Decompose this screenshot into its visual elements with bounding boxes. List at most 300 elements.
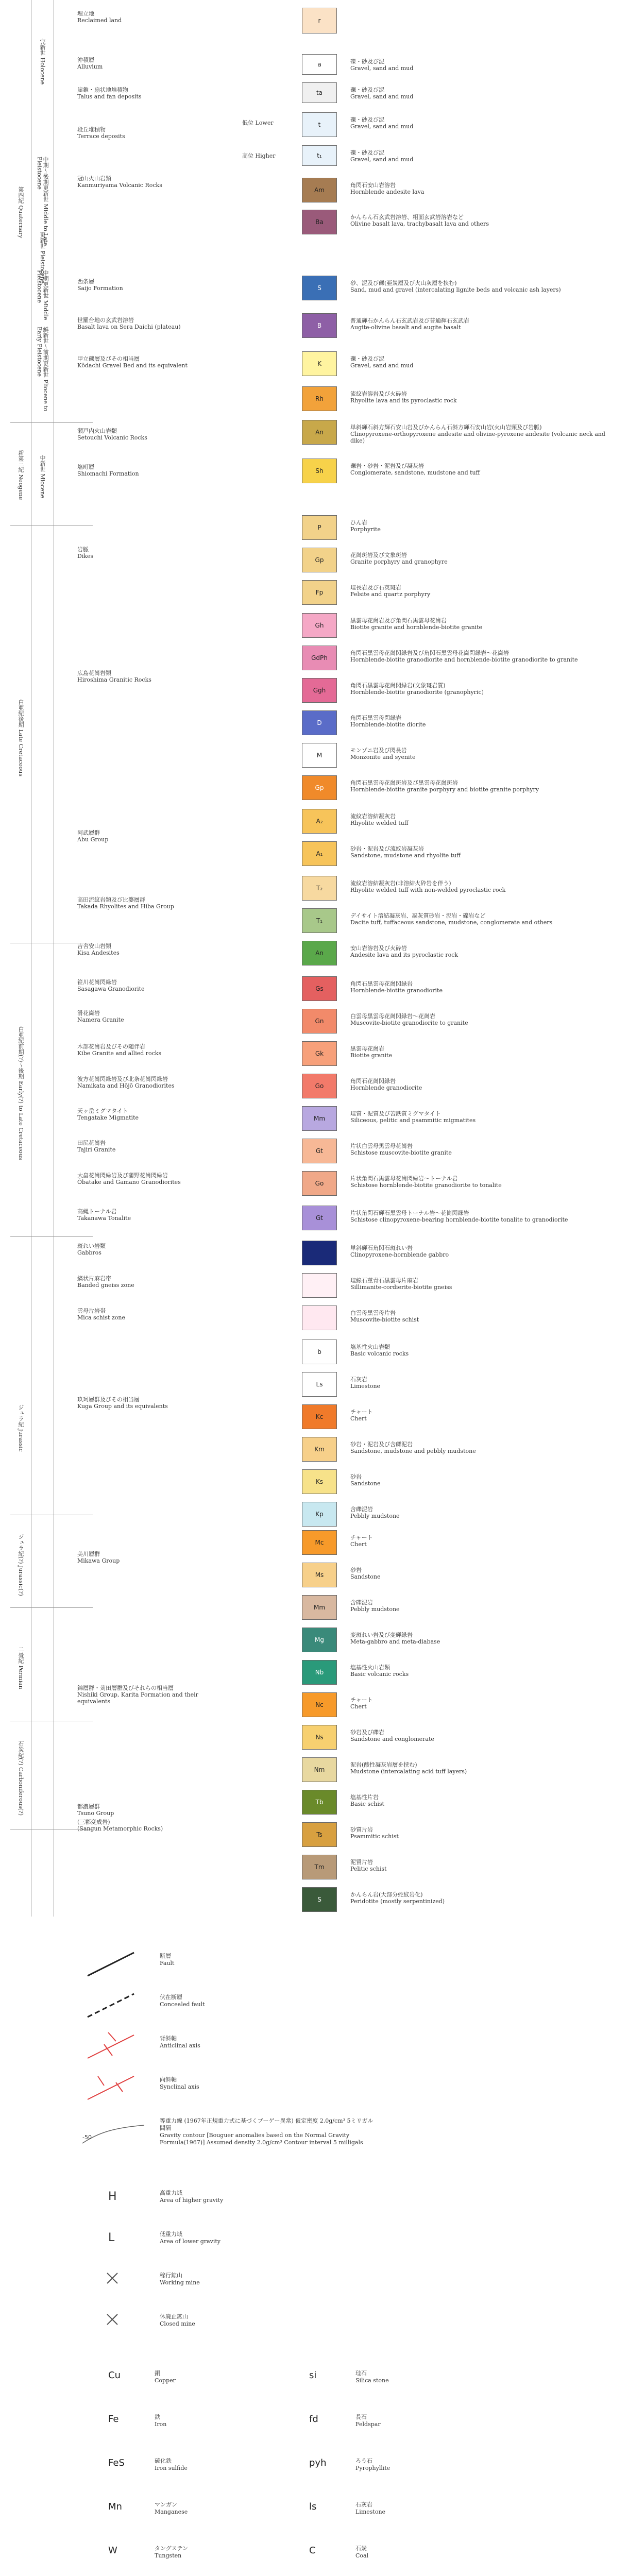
unit-name-en: Tajiri Granite — [77, 1146, 116, 1153]
description-en: Psammitic schist — [350, 1833, 399, 1840]
symbol-label-en: Synclinal axis — [160, 2083, 199, 2090]
legend-swatch-tengatake: Mm — [302, 1106, 337, 1131]
legend-swatch-takada-t1: T₁ — [302, 908, 337, 933]
legend-swatch-kuga-ls: Ls — [302, 1372, 337, 1397]
mineral-label-en: Coal — [355, 2552, 369, 2559]
legend-swatch-tajiri: Gt — [302, 1139, 337, 1163]
description-jp: 砂、泥及び礫(亜炭層及び火山灰層を挟む) — [350, 280, 457, 286]
unit-description-namikata — [350, 1078, 618, 1091]
description-jp: 花崗斑岩及び文象斑岩 — [350, 552, 407, 558]
unit-name-en: Reclaimed land — [77, 17, 122, 24]
symbol-anticline-icon — [77, 2030, 149, 2066]
unit-name-takada-t2 — [77, 896, 232, 910]
unit-name-mica-schist — [77, 1308, 232, 1321]
period-jurassic-q — [10, 1524, 31, 1605]
mineral-label-jp: 銅 — [155, 2370, 160, 2377]
description-jp: 石灰岩 — [350, 1376, 367, 1383]
unit-name-en: Banded gneiss zone — [77, 1282, 134, 1289]
mineral-label-en: Copper — [155, 2377, 176, 2384]
description-en: Clinopyroxene-orthopyroxene andesite and olivine-pyroxene andesite (volcanic neck and dike) — [350, 431, 605, 444]
unit-name-hiro-gh — [77, 670, 232, 683]
symbol-label-syncline — [160, 2076, 376, 2091]
description-en: Felsite and quartz porphyry — [350, 591, 431, 598]
unit-description-mikawa-mg — [350, 1632, 618, 1645]
unit-description-nishiki-nm — [350, 1761, 618, 1775]
description-en: Basic volcanic rocks — [350, 1671, 409, 1677]
symbol-label-jp: 背斜軸 — [160, 2035, 177, 2042]
legend-swatch-dikes-fp: Fp — [302, 580, 337, 605]
unit-name-kisa — [77, 943, 232, 956]
mineral-code-ls: ls — [309, 2501, 317, 2512]
unit-name-en: Kibe Granite and allied rocks — [77, 1050, 162, 1057]
unit-name-en: Shiomachi Formation — [77, 470, 139, 477]
description-jp: 礫・砂及び泥 — [350, 116, 384, 123]
description-jp: 安山岩溶岩及び火砕岩 — [350, 945, 407, 952]
description-jp: 角閃石黒雲母閃緑岩 — [350, 715, 401, 721]
legend-swatch-mikawa-ms: Ms — [302, 1563, 337, 1587]
description-jp: 砂岩・泥岩及び含礫泥岩 — [350, 1441, 413, 1448]
legend-swatch-namera: Gn — [302, 1009, 337, 1033]
mineral-label-jp: 珪石 — [355, 2370, 367, 2377]
period-separator — [10, 422, 93, 423]
mineral-label-C — [355, 2545, 459, 2560]
description-en: Sandstone, mudstone and rhyolite tuff — [350, 852, 461, 859]
unit-name-en: Ōbatake and Gamano Granodiorites — [77, 1179, 181, 1185]
description-jp: 含礫泥岩 — [350, 1599, 373, 1606]
description-jp: 角閃石花崗閃緑岩 — [350, 1078, 396, 1084]
unit-name-gabbros — [77, 1243, 232, 1256]
description-en: Gravel, sand and mud — [350, 123, 414, 130]
unit-description-tengatake — [350, 1110, 618, 1124]
description-jp: 珪質・泥質及び苦鉄質ミグマタイト — [350, 1110, 441, 1117]
symbol-label-anticline — [160, 2035, 376, 2049]
unit-name-jp: 岩脈 — [77, 546, 89, 553]
unit-description-kuga-ks — [350, 1473, 618, 1487]
mineral-label-en: Limestone — [355, 2509, 386, 2515]
legend-swatch-reclaimed: r — [302, 8, 337, 33]
unit-name-en: Nishiki Group, Karita Formation and their equivalents — [77, 1691, 198, 1705]
legend-swatch-hiro-gdh: GdPh — [302, 646, 337, 670]
description-jp: 砂岩及び礫岩 — [350, 1729, 384, 1736]
description-en: Granite porphyry and granophyre — [350, 558, 448, 565]
description-en: Sandstone — [350, 1480, 381, 1487]
unit-name-en: Kōdachi Gravel Bed and its equivalent — [77, 362, 188, 369]
description-en: Gravel, sand and mud — [350, 156, 414, 163]
symbol-label-en: Area of lower gravity — [160, 2238, 221, 2245]
unit-name-kodachi — [77, 355, 232, 369]
unit-description-hiro-d — [350, 715, 618, 728]
unit-name-en: Mica schist zone — [77, 1314, 125, 1321]
unit-name-en: Hiroshima Granitic Rocks — [77, 676, 151, 683]
legend-swatch-namikata: Go — [302, 1074, 337, 1098]
symbol-label-jp: 稼行鉱山 — [160, 2272, 182, 2279]
legend-swatch-alluvium: a — [302, 54, 337, 75]
unit-name-en: Takada Rhyolites and Hiba Group — [77, 903, 174, 910]
unit-description-serp — [350, 1891, 618, 1905]
description-jp: 片状角閃石輝石黒雲母トーナル岩〜花崗閃緑岩 — [350, 1210, 469, 1216]
description-en: Hornblende-biotite granodiorite — [350, 987, 443, 994]
unit-name-jp: 西条層 — [77, 278, 94, 285]
symbol-fault-icon — [77, 1947, 149, 1984]
legend-swatch-kuga-km: Km — [302, 1437, 337, 1462]
description-en: Rhyolite welded tuff — [350, 820, 409, 826]
unit-description-namera — [350, 1013, 618, 1026]
unit-name-jp: 高田流紋岩類及び比婆層群 — [77, 896, 145, 903]
unit-name-tsuno-tb — [77, 1803, 232, 1817]
legend-swatch-serp: S — [302, 1887, 337, 1912]
mineral-label-Mn — [155, 2501, 258, 2516]
legend-swatch-abu-a1: A₁ — [302, 841, 337, 866]
period-label: 石炭紀(?) Carboniferous(?) — [18, 1741, 24, 1816]
unit-name-jp: 甲立礫層及びその相当層 — [77, 355, 140, 362]
unit-description-tajiri — [350, 1143, 618, 1156]
description-jp: 砂質片岩 — [350, 1826, 373, 1833]
unit-description-terrace-lower — [350, 116, 618, 130]
unit-name-namera — [77, 1010, 232, 1023]
description-jp: 塩基性火山岩類 — [350, 1664, 390, 1671]
description-en: Sandstone, mudstone and pebbly mudstone — [350, 1448, 476, 1454]
unit-name-terrace-lower — [77, 126, 232, 140]
mineral-code-Mn: Mn — [108, 2501, 122, 2512]
unit-name-jp: 都濃層群 — [77, 1803, 100, 1810]
unit-name-en: Namikata and Hōjō Granodiorites — [77, 1082, 175, 1089]
unit-name-jp: 縞状片麻岩帯 — [77, 1275, 111, 1282]
legend-swatch-mikawa-mg: Mg — [302, 1628, 337, 1652]
mineral-label-jp: 硫化鉄 — [155, 2458, 172, 2464]
unit-description-tsuno-tm — [350, 1859, 618, 1872]
description-en: Schistose hornblende-biotite granodiorite to tonalite — [350, 1182, 502, 1189]
unit-name-jp: 段丘堆積物 — [77, 126, 106, 133]
unit-name-nishiki-nb — [77, 1685, 232, 1705]
mineral-label-fd — [355, 2414, 459, 2428]
unit-name-en: Basalt lava on Sera Daichi (plateau) — [77, 324, 181, 330]
legend-swatch-hiro-ggh: Ggh — [302, 678, 337, 703]
description-en: Chert — [350, 1703, 367, 1710]
description-jp: チャート — [350, 1409, 373, 1415]
unit-description-tsuno-tb — [350, 1794, 618, 1807]
unit-name-sasagawa — [77, 979, 232, 992]
description-en: Monzonite and syenite — [350, 754, 416, 760]
period-separator — [10, 1236, 93, 1237]
epoch-label: 中期更新世 Middle Pleistocene — [36, 270, 49, 320]
description-jp: 角閃石黒雲母花崗閃緑岩(文象斑岩質) — [350, 682, 446, 689]
period-early-late-cretaceous — [10, 952, 31, 1234]
symbol-label-fault — [160, 1953, 376, 1967]
mineral-code-Cu: Cu — [108, 2370, 121, 2381]
description-jp: チャート — [350, 1534, 373, 1541]
description-en: Biotite granite — [350, 1052, 392, 1059]
unit-description-kuga-kc — [350, 1409, 618, 1422]
unit-name-kibe — [77, 1043, 232, 1057]
mineral-label-en: Silica stone — [355, 2377, 389, 2384]
description-jp: 礫・砂及び泥 — [350, 87, 384, 93]
description-en: Pelitic schist — [350, 1866, 387, 1872]
description-jp: かんらん岩(大部分蛇紋岩化) — [350, 1891, 423, 1898]
mineral-label-jp: 鉄 — [155, 2414, 160, 2420]
legend-swatch-banded — [302, 1273, 337, 1298]
epoch-label: 完新世 Holocene — [39, 39, 46, 85]
unit-name-jp: 塩町層 — [77, 464, 94, 470]
description-jp: 礫・砂及び泥 — [350, 149, 384, 156]
legend-swatch-shiomachi: Sh — [302, 459, 337, 483]
description-en: Pebbly mudstone — [350, 1513, 400, 1519]
epoch-miocene — [32, 430, 53, 523]
mineral-label-en: Pyrophyllite — [355, 2465, 391, 2471]
unit-description-sera — [350, 317, 618, 331]
unit-name-jp: 広島花崗岩類 — [77, 670, 111, 676]
unit-description-nishiki-nc — [350, 1697, 618, 1710]
period-late-cretaceous — [10, 535, 31, 941]
description-en: Biotite granite and hornblende-biotite granite — [350, 624, 483, 631]
mineral-label-jp: マンガン — [155, 2501, 177, 2508]
period-neogene — [10, 427, 31, 523]
mineral-code-Fe: Fe — [108, 2414, 119, 2425]
unit-name-en: Gabbros — [77, 1249, 101, 1256]
description-jp: 礫岩・砂岩・泥岩及び凝灰岩 — [350, 463, 424, 469]
unit-name-en: (Sangun Metamorphic Rocks) — [77, 1825, 163, 1832]
legend-swatch-obatake: Go — [302, 1171, 337, 1196]
unit-description-sasagawa — [350, 980, 618, 994]
unit-name-jp: 玖珂層群及びその相当層 — [77, 1396, 140, 1403]
unit-name-namikata — [77, 1076, 232, 1089]
description-jp: チャート — [350, 1697, 373, 1703]
description-en: Rhyolite welded tuff with non-welded pyroclastic rock — [350, 887, 506, 893]
unit-name-en: Alluvium — [77, 63, 103, 70]
legend-swatch-kanmuri-ba: Ba — [302, 210, 337, 234]
mineral-code-FeS: FeS — [108, 2458, 125, 2468]
period-label: 二畳紀 Permian — [18, 1646, 24, 1689]
unit-name-en: Kuga Group and its equivalents — [77, 1403, 168, 1410]
unit-description-mikawa-mc — [350, 1534, 618, 1548]
description-en: Gravel, sand and mud — [350, 65, 414, 72]
unit-description-gabbros — [350, 1245, 618, 1258]
unit-name-en: Tengatake Migmatite — [77, 1114, 139, 1121]
symbol-label-low — [160, 2231, 376, 2245]
description-en: Schistose clinopyroxene-bearing hornblende-biotite tonalite to granodiorite — [350, 1216, 568, 1223]
mineral-code-fd: fd — [309, 2414, 318, 2425]
unit-name-mikawa-mc — [77, 1551, 232, 1564]
unit-name-obatake — [77, 1172, 232, 1185]
unit-description-kibe — [350, 1045, 618, 1059]
unit-name-jp: 木部花崗岩及びその随伴岩 — [77, 1043, 145, 1050]
description-en: Basic schist — [350, 1801, 384, 1807]
symbol-label-working — [160, 2272, 376, 2286]
symbol-label-closed — [160, 2313, 376, 2328]
description-jp: 角閃石黒雲母花崗斑岩及び黒雲母花崗斑岩 — [350, 779, 458, 786]
description-jp: 砂岩 — [350, 1473, 362, 1480]
unit-name-saijo — [77, 278, 232, 292]
description-en: Andesite lava and its pyroclastic rock — [350, 952, 459, 958]
description-en: Schistose muscovite-biotite granite — [350, 1149, 452, 1156]
description-jp: 塩基性片岩 — [350, 1794, 379, 1801]
unit-name-talus — [77, 87, 232, 100]
description-en: Gravel, sand and mud — [350, 93, 414, 100]
symbol-label-high — [160, 2190, 376, 2204]
legend-swatch-nishiki-nb: Nb — [302, 1660, 337, 1685]
mineral-label-en: Tungsten — [155, 2552, 182, 2559]
legend-swatch-tsuno-tm: Tm — [302, 1855, 337, 1879]
mineral-label-jp: タングステン — [155, 2545, 188, 2552]
description-jp: デイサイト溶結凝灰岩、凝灰質砂岩・泥岩・礫岩など — [350, 912, 486, 919]
unit-name-jp: 高縄トーナル岩 — [77, 1208, 117, 1215]
unit-name-tengatake — [77, 1108, 232, 1121]
unit-name-jp: 世羅台地の玄武岩溶岩 — [77, 317, 134, 324]
unit-description-hiro-gdh — [350, 650, 618, 663]
description-en: Hornblende-biotite granite porphyry and biotite granite porphyry — [350, 786, 539, 793]
description-jp: 単斜輝石角閃石斑れい岩 — [350, 1245, 413, 1251]
description-en: Sillimanite-cordierite-biotite gneiss — [350, 1284, 452, 1291]
symbol-label-en: Anticlinal axis — [160, 2042, 200, 2049]
unit-description-kisa — [350, 945, 618, 958]
unit-description-dikes-gp — [350, 552, 618, 565]
description-en: Rhyolite lava and its pyroclastic rock — [350, 397, 457, 404]
symbol-label-en: Fault — [160, 1960, 175, 1967]
mineral-label-jp: 長石 — [355, 2414, 367, 2420]
unit-description-kuga-b — [350, 1344, 618, 1357]
legend-swatch-saijo: S — [302, 276, 337, 300]
unit-name-jp: 埋立地 — [77, 10, 94, 17]
unit-description-setouchi-an — [350, 424, 618, 444]
mineral-code-pyh: pyh — [309, 2458, 327, 2468]
description-jp: 砂岩・泥岩及び流紋岩凝灰岩 — [350, 845, 424, 852]
unit-name-kanmuri-am — [77, 175, 232, 189]
symbol-X-icon — [77, 2308, 149, 2344]
legend-swatch-hiro-d: D — [302, 710, 337, 735]
legend-swatch-nishiki-ns: Ns — [302, 1725, 337, 1750]
description-en: Gravel, sand and mud — [350, 362, 414, 369]
period-carboniferous — [10, 1730, 31, 1827]
description-en: Hornblende-biotite granodiorite and hornblende-biotite granodiorite to granite — [350, 656, 578, 663]
unit-name-en: Namera Granite — [77, 1016, 124, 1023]
period-label: 白亜紀後期 Late Cretaceous — [18, 699, 24, 776]
description-jp: 珪線石菫青石黒雲母片麻岩 — [350, 1277, 418, 1284]
unit-description-kanmuri-am — [350, 182, 618, 195]
legend-swatch-mica-schist — [302, 1306, 337, 1330]
legend-swatch-nishiki-nc: Nc — [302, 1692, 337, 1717]
unit-description-takanawa — [350, 1210, 618, 1223]
symbol-label-jp: 休廃止鉱山 — [160, 2313, 188, 2320]
description-jp: 泥岩(酸性凝灰岩層を挟む) — [350, 1761, 417, 1768]
epoch-pliocene-early-pleistocene — [32, 327, 53, 420]
mineral-label-jp: ろう石 — [355, 2458, 372, 2464]
unit-description-mikawa-ms — [350, 1567, 618, 1580]
unit-name-reclaimed — [77, 10, 232, 24]
unit-description-mikawa-mm — [350, 1599, 618, 1613]
unit-name-shiomachi — [77, 464, 232, 477]
description-jp: 泥質片岩 — [350, 1859, 373, 1866]
unit-description-hiro-gh — [350, 617, 618, 631]
unit-name-jp: 美川層群 — [77, 1551, 100, 1557]
unit-name-en: Terrace deposits — [77, 133, 125, 140]
description-jp: 角閃石黒雲母花崗閃緑岩 — [350, 980, 413, 987]
legend-swatch-tsuno-ts: Ts — [302, 1822, 337, 1847]
description-en: Peridotite (mostly serpentinized) — [350, 1898, 445, 1905]
description-en: Sandstone and conglomerate — [350, 1736, 434, 1742]
unit-description-kuga-ls — [350, 1376, 618, 1389]
description-jp: 単斜輝石斜方輝石安山岩及びかんらん石斜方輝石安山岩(火山岩頸及び岩脈) — [350, 424, 542, 431]
unit-name-dikes-p — [77, 546, 232, 560]
legend-swatch-dikes-p: P — [302, 515, 337, 540]
description-jp: 含礫泥岩 — [350, 1506, 373, 1513]
description-jp: 変斑れい岩及び変輝緑岩 — [350, 1632, 413, 1638]
unit-name-jp: 田尻花崗岩 — [77, 1140, 106, 1146]
unit-description-hiro-ggh — [350, 682, 618, 696]
mineral-code-si: si — [309, 2370, 317, 2381]
unit-description-nishiki-ns — [350, 1729, 618, 1742]
unit-description-hiro-m — [350, 747, 618, 760]
unit-description-hiro-gp — [350, 779, 618, 793]
unit-description-tsuno-ts — [350, 1826, 618, 1840]
unit-name-tajiri — [77, 1140, 232, 1153]
description-jp: 礫・砂及び泥 — [350, 58, 384, 65]
unit-name-en: Tsuno Group — [77, 1810, 114, 1817]
legend-swatch-takada-t2: T₂ — [302, 876, 337, 901]
unit-description-talus — [350, 87, 618, 100]
unit-name-tsuno-tm — [77, 1819, 232, 1832]
mineral-label-en: Feldspar — [355, 2421, 381, 2428]
period-label: 白亜紀前期(?)〜後期 Early(?) to Late Cretaceous — [18, 1026, 24, 1160]
description-jp: 珪長岩及び石英斑岩 — [350, 584, 401, 591]
legend-swatch-gabbros — [302, 1241, 337, 1265]
symbol-label-en: Working mine — [160, 2279, 200, 2286]
description-en: Muscovite-biotite schist — [350, 1316, 419, 1323]
mineral-label-ls — [355, 2501, 459, 2516]
unit-name-jp: (三郡変成岩) — [77, 1819, 110, 1825]
unit-name-sera — [77, 317, 232, 330]
description-jp: 黒雲母花崗岩及び角閃石黒雲母花崗岩 — [350, 617, 447, 624]
description-en: Porphyrite — [350, 526, 381, 533]
unit-name-en: Dikes — [77, 553, 94, 560]
description-jp: かんらん石玄武岩溶岩、粗面玄武岩溶岩など — [350, 214, 464, 221]
symbol-syncline-icon — [77, 2071, 149, 2107]
description-en: Dacite tuff, tuffaceous sandstone, mudstone, conglomerate and others — [350, 919, 553, 926]
epoch-label: 中期〜後期更新世 Middle to Late Pleistocene — [36, 157, 49, 246]
description-en: Olivine basalt lava, trachybasalt lava and others — [350, 221, 489, 227]
description-jp: 片状角閃石黒雲母花崗閃緑岩〜トーナル岩 — [350, 1175, 458, 1182]
mineral-label-Fe — [155, 2414, 258, 2428]
symbol-label-en: Closed mine — [160, 2320, 195, 2327]
unit-name-en: Takanawa Tonalite — [77, 1215, 131, 1222]
legend-swatch-kodachi: K — [302, 351, 337, 376]
description-jp: ひん岩 — [350, 519, 367, 526]
unit-description-banded — [350, 1277, 618, 1291]
unit-name-jp: 滑花崗岩 — [77, 1010, 100, 1016]
legend-swatch-setouchi-rh: Rh — [302, 386, 337, 411]
legend-swatch-kuga-b: b — [302, 1340, 337, 1364]
description-en: Hornblende granodiorite — [350, 1084, 422, 1091]
legend-swatch-mikawa-mc: Mc — [302, 1530, 337, 1555]
description-jp: 片状白雲母黒雲母花崗岩 — [350, 1143, 413, 1149]
description-jp: 白雲母黒雲母花崗閃緑岩〜花崗岩 — [350, 1013, 435, 1020]
unit-description-terrace-higher — [350, 149, 618, 163]
period-permian — [10, 1617, 31, 1719]
unit-name-jp: 崖錐・扇状地堆積物 — [77, 87, 128, 93]
mineral-label-en: Iron — [155, 2421, 167, 2428]
mineral-label-en: Iron sulfide — [155, 2465, 188, 2471]
mineral-label-jp: 石灰岩 — [355, 2501, 372, 2508]
description-jp: 砂岩 — [350, 1567, 362, 1573]
epoch-label: 更新世 Pleistocene — [39, 231, 46, 284]
unit-name-jp: 吉舎安山岩類 — [77, 943, 111, 950]
unit-name-en: Mikawa Group — [77, 1557, 120, 1564]
unit-description-saijo — [350, 280, 618, 293]
symbol-label-jp: 高重力域 — [160, 2190, 182, 2196]
unit-name-en: Abu Group — [77, 836, 109, 843]
period-jurassic — [10, 1344, 31, 1513]
unit-description-shiomachi — [350, 463, 618, 476]
unit-name-en: Setouchi Volcanic Rocks — [77, 434, 147, 441]
description-jp: 黒雲母花崗岩 — [350, 1045, 384, 1052]
